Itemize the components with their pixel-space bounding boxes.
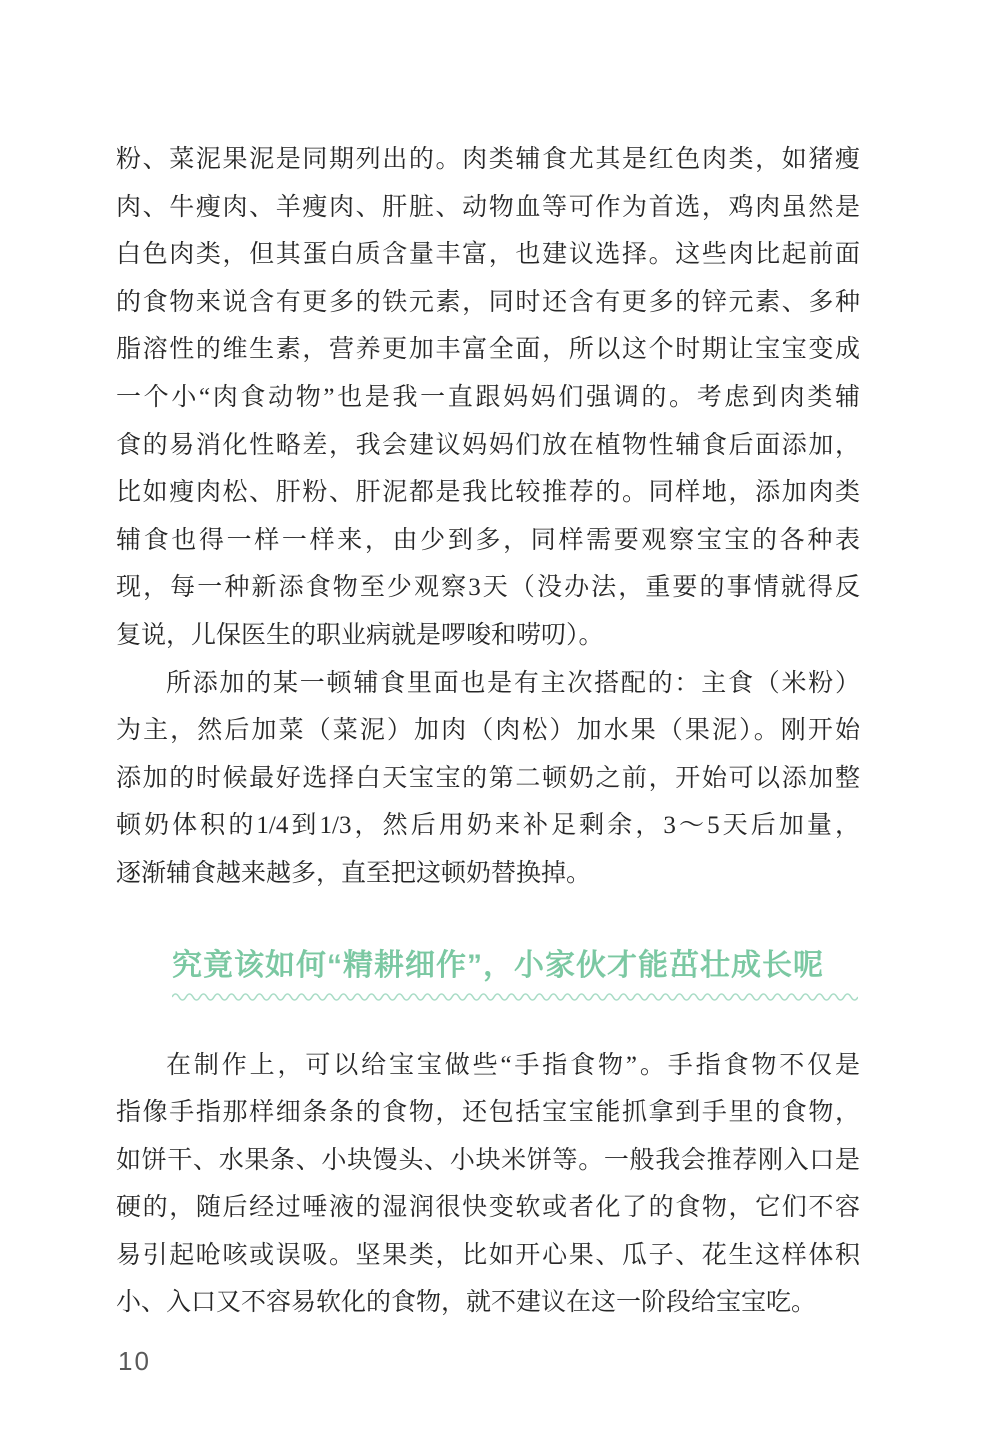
- text-line: 所添加的某一顿辅食里面也是有主次搭配的：主食（米粉）: [166, 669, 860, 697]
- text-line: 现，每一种新添食物至少观察3天（没办法，重要的事情就得反: [116, 574, 860, 602]
- text-line: 小、入口又不容易软化的食物，就不建议在这一阶段给宝宝吃。: [116, 1289, 817, 1317]
- text-line: 为主，然后加菜（菜泥）加肉（肉松）加水果（果泥）。刚开始: [116, 717, 860, 745]
- section-heading: 究竟该如何“精耕细作”，小家伙才能茁壮成长呢: [172, 948, 824, 982]
- text-line: 食的易消化性略差，我会建议妈妈们放在植物性辅食后面添加，: [116, 431, 860, 459]
- paragraph-3: [116, 1042, 860, 1328]
- text-line: 辅食也得一样一样来，由少到多，同样需要观察宝宝的各种表: [116, 526, 860, 554]
- text-line: 肉、牛瘦肉、羊瘦肉、肝脏、动物血等可作为首选，鸡肉虽然是: [116, 193, 860, 221]
- text-line: 的食物来说含有更多的铁元素，同时还含有更多的锌元素、多种: [116, 288, 860, 316]
- text-line: 在制作上，可以给宝宝做些“手指食物”。手指食物不仅是: [166, 1051, 860, 1079]
- text-line: 添加的时候最好选择白天宝宝的第二顿奶之前，开始可以添加整: [116, 764, 860, 792]
- text-line: 复说，儿保医生的职业病就是啰唆和唠叨）。: [116, 621, 604, 649]
- page-content: [116, 136, 860, 1327]
- page-number: 10: [118, 1346, 151, 1376]
- text-line: 逐渐辅食越来越多，直至把这顿奶替换掉。: [116, 859, 592, 887]
- text-line: 脂溶性的维生素，营养更加丰富全面，所以这个时期让宝宝变成: [116, 336, 860, 364]
- heading-underline-wave-icon: [172, 988, 858, 1002]
- text-line: 粉、菜泥果泥是同期列出的。肉类辅食尤其是红色肉类，如猪瘦: [116, 146, 860, 173]
- text-line: 比如瘦肉松、肝粉、肝泥都是我比较推荐的。同样地，添加肉类: [116, 479, 860, 507]
- text-line: 易引起呛咳或误吸。坚果类，比如开心果、瓜子、花生这样体积: [116, 1241, 860, 1269]
- text-line: 一个小“肉食动物”也是我一直跟妈妈们强调的。考虑到肉类辅: [116, 383, 860, 411]
- text-line: 白色肉类，但其蛋白质含量丰富，也建议选择。这些肉比起前面: [116, 241, 860, 269]
- text-line: 如饼干、水果条、小块馒头、小块米饼等。一般我会推荐刚入口是: [116, 1146, 860, 1174]
- text-line: 顿奶体积的1/4到1/3，然后用奶来补足剩余，3～5天后加量，: [116, 812, 860, 840]
- wave-path: [172, 994, 858, 1000]
- paragraph-2: [116, 660, 860, 898]
- paragraph-1: [116, 136, 860, 660]
- text-line: 指像手指那样细条条的食物，还包括宝宝能抓拿到手里的食物，: [116, 1099, 860, 1127]
- text-line: 硬的，随后经过唾液的湿润很快变软或者化了的食物，它们不容: [116, 1194, 860, 1222]
